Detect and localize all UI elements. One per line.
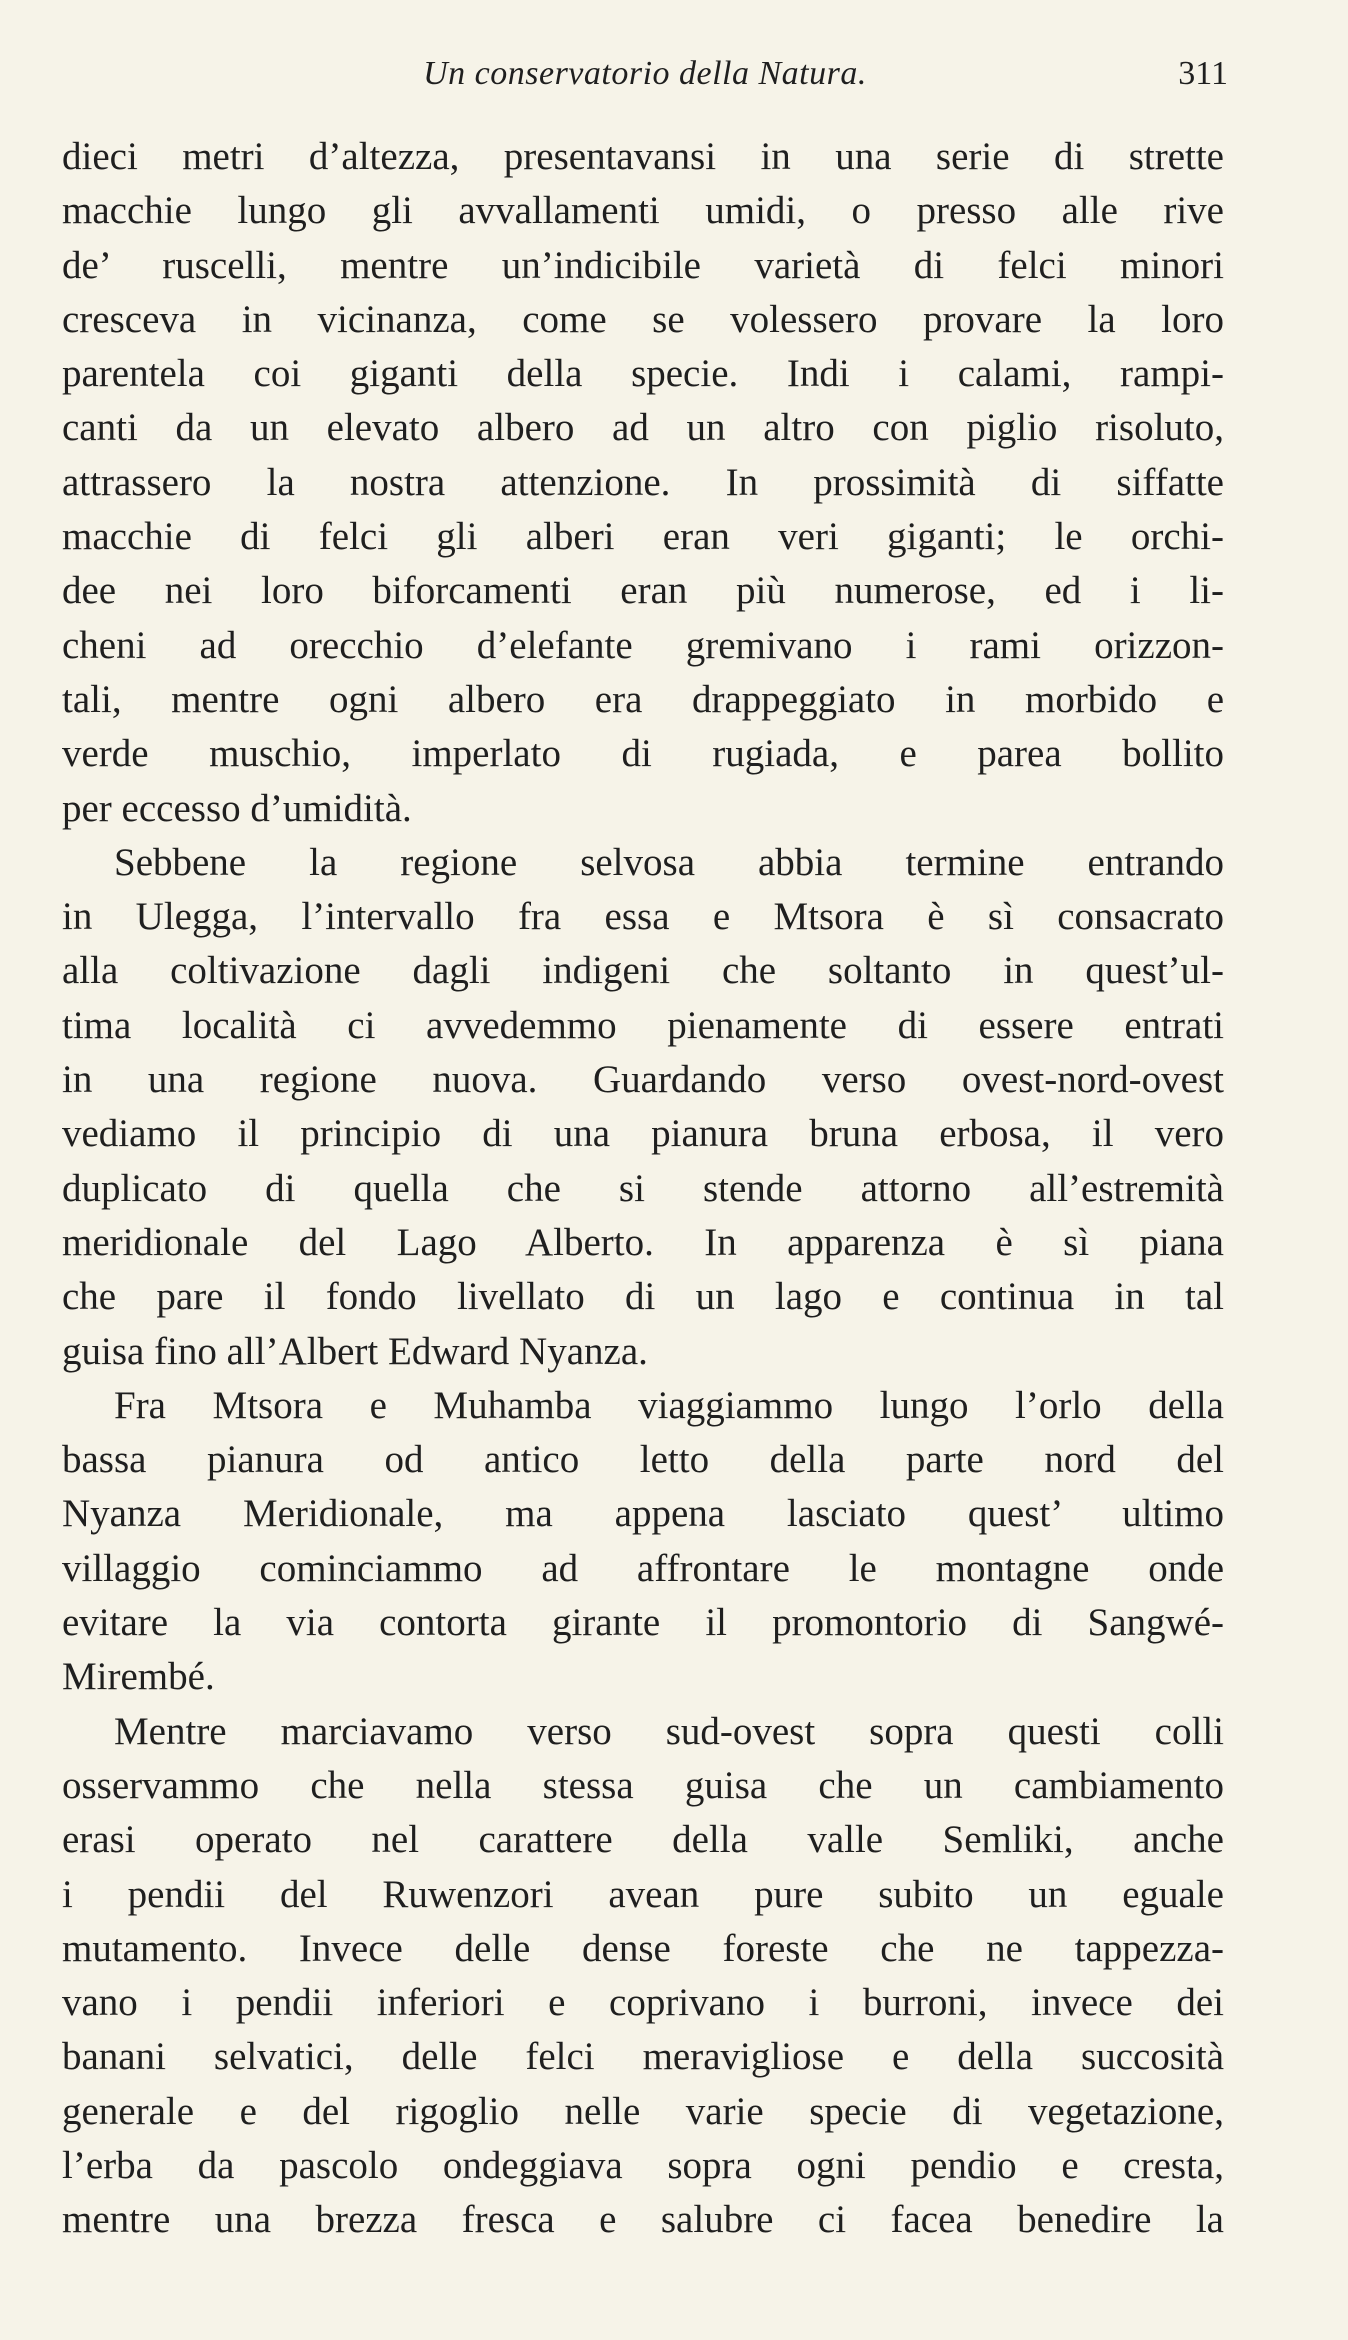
- text-line: dieci metri d’altezza, presentavansi in una serie di strette: [62, 135, 1224, 178]
- text-line: de’ ruscelli, mentre un’indicibile varietà di felci minori: [62, 243, 1224, 287]
- text-line: cresceva in vicinanza, come se volessero provare la loro: [62, 297, 1224, 341]
- body-text: [62, 130, 1224, 2248]
- text-line: Mirembé.: [62, 1655, 215, 1699]
- text-line: alla coltivazione dagli indigeni che soltanto in quest’ul-: [62, 949, 1224, 993]
- text-line: duplicato di quella che si stende attorno all’estremità: [62, 1166, 1224, 1210]
- text-line: banani selvatici, delle felci meravigliose e della succosità: [62, 2035, 1224, 2079]
- text-line: tali, mentre ogni albero era drappeggiato in morbido e: [62, 677, 1224, 721]
- text-line: generale e del rigoglio nelle varie specie di vegetazione,: [62, 2089, 1224, 2133]
- text-line: erasi operato nel carattere della valle Semliki, anche: [62, 1818, 1224, 1862]
- text-line: guisa fino all’Albert Edward Nyanza.: [62, 1329, 648, 1373]
- text-line: che pare il fondo livellato di un lago e continua in tal: [62, 1275, 1224, 1319]
- text-line: macchie lungo gli avvallamenti umidi, o presso alle rive: [62, 189, 1224, 233]
- text-line: Sebbene la regione selvosa abbia termine entrando: [114, 840, 1224, 884]
- text-line: Nyanza Meridionale, ma appena lasciato quest’ ultimo: [62, 1492, 1224, 1536]
- text-line: cheni ad orecchio d’elefante gremivano i rami orizzon-: [62, 623, 1224, 667]
- text-line: Fra Mtsora e Muhamba viaggiammo lungo l’orlo della: [114, 1383, 1224, 1427]
- text-line: evitare la via contorta girante il promontorio di Sangwé-: [62, 1601, 1224, 1645]
- text-line: meridionale del Lago Alberto. In apparenza è sì piana: [62, 1220, 1224, 1264]
- text-line: vediamo il principio di una pianura bruna erbosa, il vero: [62, 1112, 1224, 1156]
- text-line: mentre una brezza fresca e salubre ci facea benedire la: [62, 2198, 1224, 2242]
- text-line: Mentre marciavamo verso sud-ovest sopra questi colli: [114, 1709, 1224, 1753]
- text-line: dee nei loro biforcamenti eran più numerose, ed i li-: [62, 569, 1224, 613]
- text-line: canti da un elevato albero ad un altro con piglio risoluto,: [62, 406, 1224, 450]
- text-line: parentela coi giganti della specie. Indi i calami, rampi-: [62, 352, 1224, 396]
- running-title: Un conservatorio della Natura.: [423, 55, 867, 92]
- text-line: per eccesso d’umidità.: [62, 786, 412, 830]
- text-line: i pendii del Ruwenzori avean pure subito un eguale: [62, 1872, 1224, 1916]
- text-line: tima località ci avvedemmo pienamente di essere entrati: [62, 1003, 1224, 1047]
- text-line: attrassero la nostra attenzione. In prossimità di siffatte: [62, 460, 1224, 504]
- text-line: l’erba da pascolo ondeggiava sopra ogni pendio e cresta,: [62, 2143, 1224, 2187]
- page-number: 311: [1178, 55, 1228, 92]
- text-line: in Ulegga, l’intervallo fra essa e Mtsora è sì consacrato: [62, 895, 1224, 939]
- text-line: in una regione nuova. Guardando verso ovest-nord-ovest: [62, 1058, 1224, 1102]
- text-line: bassa pianura od antico letto della parte nord del: [62, 1438, 1224, 1482]
- text-line: verde muschio, imperlato di rugiada, e parea bollito: [62, 732, 1224, 776]
- text-line: mutamento. Invece delle dense foreste che ne tappezza-: [62, 1926, 1224, 1970]
- text-line: vano i pendii inferiori e coprivano i burroni, invece dei: [62, 1981, 1224, 2025]
- text-line: macchie di felci gli alberi eran veri giganti; le orchi-: [62, 515, 1224, 559]
- text-line: osservammo che nella stessa guisa che un cambiamento: [62, 1763, 1224, 1807]
- text-line: villaggio cominciammo ad affrontare le montagne onde: [62, 1546, 1224, 1590]
- page-header: [62, 55, 1228, 115]
